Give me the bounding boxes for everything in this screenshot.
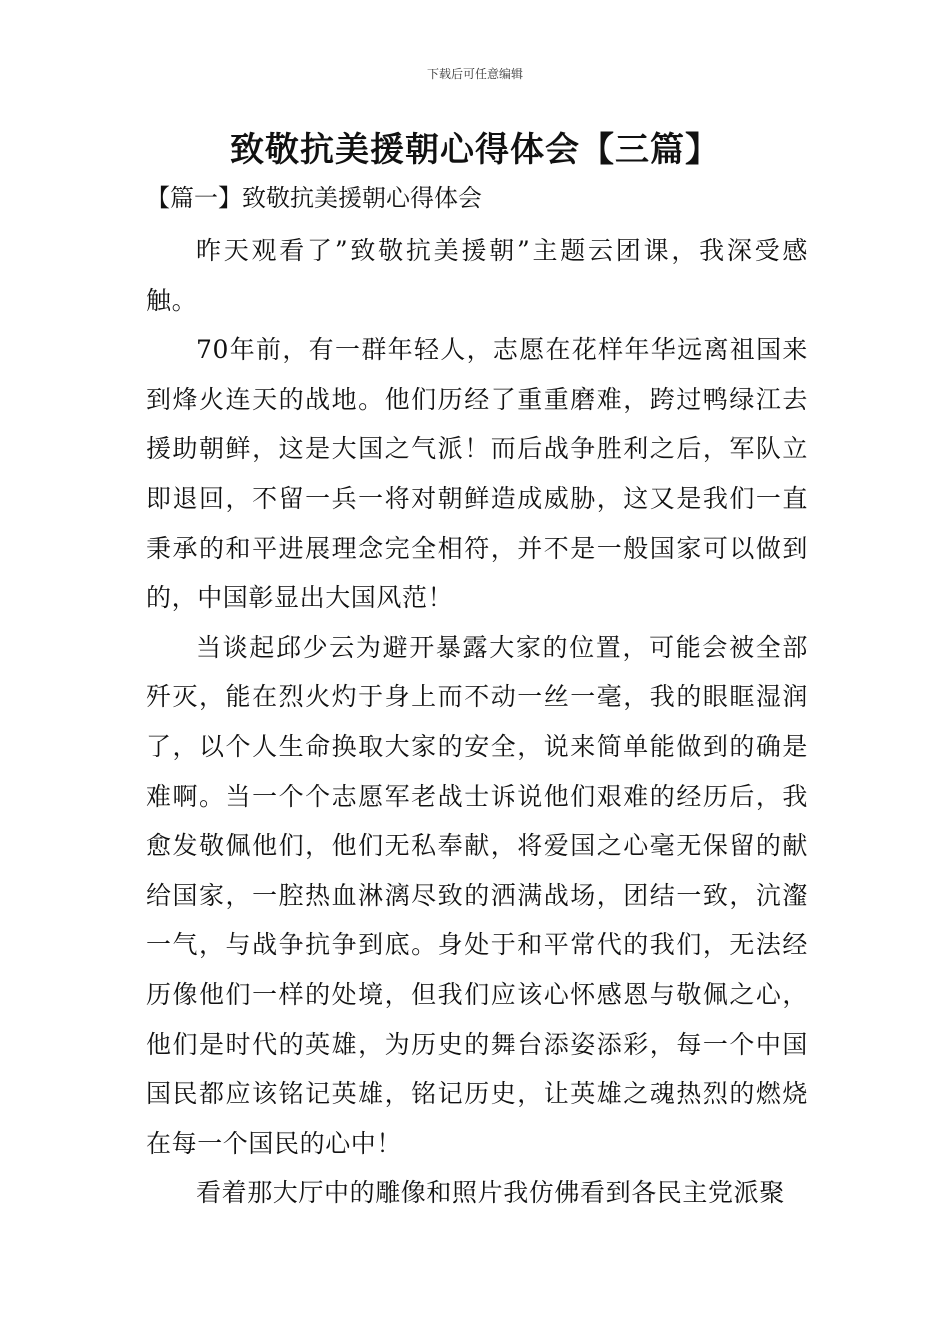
header-note: 下载后可任意编辑 — [426, 67, 523, 81]
paragraph-4: 看着那大厅中的雕像和照片我仿佛看到各民主党派聚 — [196, 1178, 785, 1208]
paragraph-3: 当谈起邱少云为避开暴露大家的位置，可能会被全部歼灭，能在烈火灼于身上而不动一丝一毫，我的眼眶湿润了，以个人生命换取大家的安全，说来简单能做到的确是难啊。当一个个志愿军老战士诉说他们艰难的经历后，我愈发敬佩他们，他们无私奉献，将爱国之心毫无保留的献给国家，一腔热血淋漓尽致的洒满战场，团结一致，沆瀣一气，与战争抗争到底。身处于和平常代的我们，无法经历像他们一样的处境，但我们应该心怀感恩与敬佩之心，他们是时代的英雄，为历史的舞台添姿添彩，每一个中国国民都应该铭记英雄，铭记历史，让英雄之魂热烈的燃烧在每一个国民的心中！ — [146, 632, 808, 1158]
paragraph-2: 70年前，有一群年轻人，志愿在花样年华远离祖国来到烽火连天的战地。他们历经了重重磨难，跨过鸭绿江去援助朝鲜，这是大国之气派！而后战争胜利之后，军队立即退回，不留一兵一将对朝鲜造成威胁，这又是我们一直秉承的和平进展理念完全相符，并不是一般国家可以做到的，中国彰显出大国风范！ — [146, 335, 808, 613]
document-body — [146, 226, 808, 1218]
paragraph-1: 昨天观看了”致敬抗美援朝”主题云团课，我深受感触。 — [146, 236, 808, 315]
document-title: 致敬抗美援朝心得体会【三篇】 — [230, 130, 720, 170]
section-heading: 【篇一】致敬抗美援朝心得体会 — [146, 184, 482, 212]
